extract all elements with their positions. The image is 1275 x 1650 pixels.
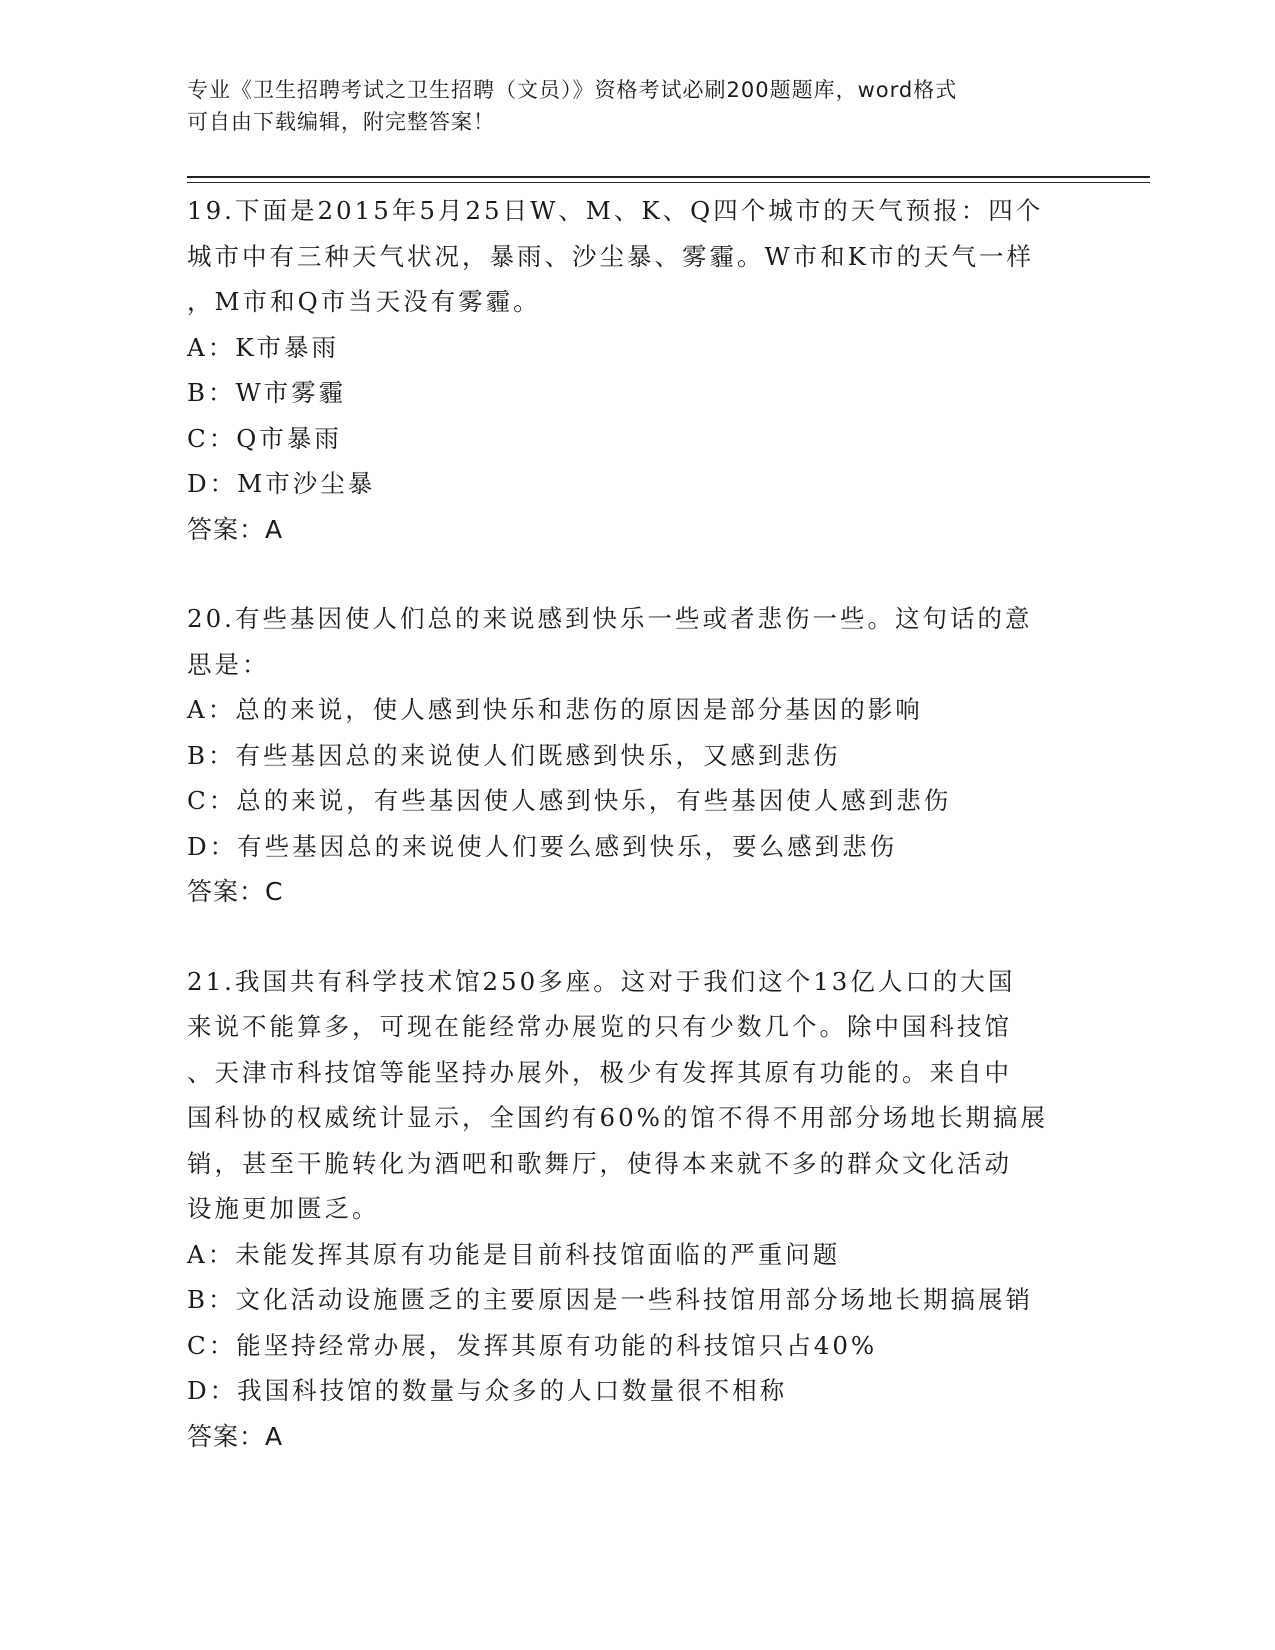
question-text-line: 思是：: [187, 649, 270, 679]
answer-line: 答案：A: [187, 1421, 284, 1451]
question-list: [187, 188, 1087, 1459]
option-c: C：总的来说，有些基因使人感到快乐，有些基因使人感到悲伤: [187, 786, 952, 815]
header-line-1: 专业《卫生招聘考试之卫生招聘（文员）》资格考试必刷200题题库，word格式: [187, 78, 958, 102]
question-text-line: 、天津市科技馆等能坚持办展外，极少有发挥其原有功能的。来自中: [187, 1057, 1012, 1087]
answer-line: 答案：C: [187, 877, 284, 906]
option-d: D：我国科技馆的数量与众多的人口数量很不相称: [187, 1376, 788, 1405]
header-divider-thick: [187, 176, 1150, 178]
question-text-line: 19.下面是2015年5月25日W、M、K、Q四个城市的天气预报：四个: [187, 196, 1044, 225]
question-text-line: 设施更加匮乏。: [187, 1194, 380, 1223]
option-b: B：文化活动设施匮乏的主要原因是一些科技馆用部分场地长期搞展销: [187, 1285, 1034, 1314]
option-d: D：有些基因总的来说使人们要么感到快乐，要么感到悲伤: [187, 831, 898, 861]
question-spacer: [187, 915, 1087, 959]
document-header: [187, 74, 1087, 138]
option-a: A：未能发挥其原有功能是目前科技馆面临的严重问题: [187, 1239, 841, 1269]
question-text-line: 20.有些基因使人们总的来说感到快乐一些或者悲伤一些。这句话的意: [187, 604, 1033, 633]
question-text-line: 销，甚至干脆转化为酒吧和歌舞厅，使得本来就不多的群众文化活动: [187, 1148, 1012, 1178]
question-20: [187, 596, 1087, 915]
question-text-line: 来说不能算多，可现在能经常办展览的只有少数几个。除中国科技馆: [187, 1012, 1012, 1041]
question-spacer: [187, 552, 1087, 596]
option-a: A：K市暴雨: [187, 332, 339, 362]
question-text-line: 城市中有三种天气状况，暴雨、沙尘暴、雾霾。W市和K市的天气一样: [187, 241, 1034, 271]
option-a: A：总的来说，使人感到快乐和悲伤的原因是部分基因的影响: [187, 695, 923, 724]
question-text-line: 21.我国共有科学技术馆250多座。这对于我们这个13亿人口的大国: [187, 966, 1016, 996]
question-19: [187, 188, 1087, 552]
option-c: C：能坚持经常办展，发挥其原有功能的科技馆只占40%: [187, 1330, 878, 1360]
option-b: B：W市雾霾: [187, 378, 347, 407]
question-text-line: ，M市和Q市当天没有雾霾。: [187, 287, 541, 316]
header-divider-thin: [187, 182, 1150, 183]
option-b: B：有些基因总的来说使人们既感到快乐，又感到悲伤: [187, 740, 841, 770]
option-d: D：M市沙尘暴: [187, 469, 376, 498]
question-text-line: 国科协的权威统计显示，全国约有60%的馆不得不用部分场地长期搞展: [187, 1103, 1048, 1132]
header-line-2: 可自由下载编辑，附完整答案！: [187, 110, 495, 134]
answer-line: 答案：A: [187, 514, 284, 544]
question-21: [187, 959, 1087, 1460]
option-c: C：Q市暴雨: [187, 423, 342, 453]
